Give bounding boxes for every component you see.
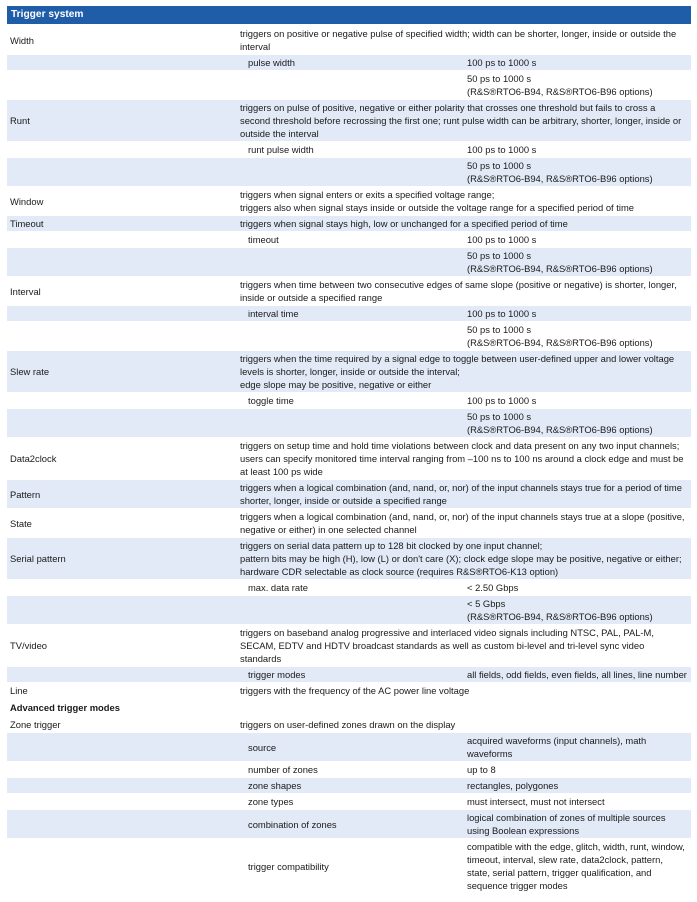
parameter-value [464, 762, 691, 777]
spec-description [237, 438, 691, 479]
value-line: 50 ps to 1000 s [467, 160, 532, 171]
spec-description [237, 26, 691, 54]
spec-label-empty [7, 839, 237, 893]
parameter-value [464, 71, 691, 99]
spec-row [7, 100, 691, 141]
parameter-name [237, 71, 464, 99]
spec-parameter-row [7, 596, 691, 624]
value-line: (R&S®RTO6-B94, R&S®RTO6-B96 options) [467, 173, 653, 184]
spec-row [7, 438, 691, 479]
description-line: triggers also when signal stays inside or outside the voltage range for a specified period of time [240, 202, 634, 213]
value-line: up to 8 [467, 764, 496, 775]
spec-row [7, 509, 691, 537]
parameter-value [464, 142, 691, 157]
spec-label-empty [7, 393, 237, 408]
parameter-name [237, 409, 464, 437]
spec-label-empty [7, 762, 237, 777]
parameter-value [464, 839, 691, 893]
spec-parameter-row [7, 794, 691, 809]
spec-description [237, 480, 691, 508]
spec-label: Pattern [7, 480, 237, 508]
spec-label: Slew rate [7, 351, 237, 392]
value-line: < 2.50 Gbps [467, 582, 519, 593]
spec-row [7, 351, 691, 392]
value-line: 100 ps to 1000 s [467, 234, 537, 245]
description-line: pattern bits may be high (H), low (L) or don't care (X); clock edge slope may be positive, negative or either; hardware CDR selectable as clock source (requires R&S®RTO6-K13 option) [240, 553, 682, 577]
spec-label-empty [7, 810, 237, 838]
spec-description [237, 187, 691, 215]
value-line: (R&S®RTO6-B94, R&S®RTO6-B96 options) [467, 337, 653, 348]
spec-parameter-row [7, 248, 691, 276]
parameter-name: zone types [248, 796, 294, 807]
parameter-name: combination of zones [237, 810, 464, 838]
spec-parameter-row [7, 55, 691, 70]
parameter-name: number of zones [248, 764, 318, 775]
spec-label: Line [10, 685, 28, 696]
parameter-name: pulse width [237, 55, 464, 70]
value-line: (R&S®RTO6-B94, R&S®RTO6-B96 options) [467, 263, 653, 274]
spec-label-empty [7, 733, 237, 761]
spec-parameter-row [7, 306, 691, 321]
spec-row [7, 216, 691, 231]
value-line: (R&S®RTO6-B94, R&S®RTO6-B96 options) [467, 611, 653, 622]
parameter-value [464, 322, 691, 350]
spec-label-empty [7, 55, 237, 70]
spec-parameter-row [7, 810, 691, 838]
value-line: < 5 Gbps [467, 598, 506, 609]
description-line: triggers when signal enters or exits a specified voltage range; [240, 189, 495, 200]
spec-row [7, 717, 691, 732]
description-line: triggers when signal stays high, low or unchanged for a specified period of time [240, 218, 568, 229]
parameter-value [464, 306, 691, 321]
spec-label-empty [7, 248, 237, 276]
value-line: 100 ps to 1000 s [467, 144, 537, 155]
spec-label-empty [7, 596, 237, 624]
spec-parameter-row [7, 762, 691, 777]
spec-description [237, 100, 691, 141]
spec-parameter-row [7, 322, 691, 350]
parameter-name: timeout [248, 234, 279, 245]
spec-label-empty [7, 580, 237, 595]
parameter-name: max. data rate [248, 582, 308, 593]
spec-parameter-row [7, 158, 691, 186]
spec-row [7, 538, 691, 579]
parameter-name: interval time [237, 306, 464, 321]
parameter-name: zone shapes [237, 778, 464, 793]
parameter-value [464, 580, 691, 595]
spec-description [237, 625, 691, 666]
value-line: 100 ps to 1000 s [467, 57, 537, 68]
spec-label-empty [7, 158, 237, 186]
description-line: triggers with the frequency of the AC power line voltage [240, 685, 470, 696]
spec-label: State [10, 517, 32, 529]
spec-label: Zone trigger [10, 719, 61, 730]
spec-parameter-row [7, 409, 691, 437]
spec-label: Width [10, 34, 34, 46]
parameter-value [464, 393, 691, 408]
value-line: rectangles, polygones [467, 780, 559, 791]
description-line: triggers when the time required by a signal edge to toggle between user-defined upper and lower voltage levels is shorter, longer, inside or outside the interval; [240, 353, 675, 377]
parameter-value [464, 409, 691, 437]
spec-parameter-row [7, 839, 691, 893]
value-line: 50 ps to 1000 s [467, 411, 532, 422]
spec-description [237, 277, 691, 305]
value-line: acquired waveforms (input channels), math waveforms [467, 735, 647, 759]
spec-label-empty [7, 71, 237, 99]
spec-label: Timeout [7, 216, 237, 231]
parameter-name: runt pulse width [248, 144, 314, 155]
spec-row [7, 625, 691, 666]
description-line: edge slope may be positive, negative or either [240, 379, 432, 390]
parameter-name: toggle time [248, 395, 294, 406]
parameter-name: trigger compatibility [248, 860, 329, 872]
parameter-name: trigger modes [237, 667, 464, 682]
spec-parameter-row [7, 667, 691, 682]
parameter-value [464, 596, 691, 624]
parameter-value [464, 794, 691, 809]
spec-description [237, 538, 691, 579]
value-line: 100 ps to 1000 s [467, 308, 537, 319]
spec-parameter-row [7, 232, 691, 247]
value-line: must intersect, must not intersect [467, 796, 605, 807]
description-line: triggers on positive or negative pulse of specified width; width can be shorter, longer, inside or outside the interval [240, 28, 677, 52]
description-line: triggers when time between two consecutive edges of same slope (positive or negative) is shorter, longer, inside or outside a specified range [240, 279, 677, 303]
spec-description [237, 509, 691, 537]
spec-label: TV/video [10, 640, 47, 651]
section-heading: Advanced trigger modes [10, 702, 120, 713]
spec-label: Interval [10, 285, 41, 297]
parameter-value [464, 158, 691, 186]
spec-label-empty [7, 306, 237, 321]
spec-parameter-row [7, 393, 691, 408]
spec-label-empty [7, 778, 237, 793]
spec-label: Runt [7, 100, 237, 141]
value-line: 50 ps to 1000 s [467, 324, 532, 335]
spec-label-empty [7, 409, 237, 437]
value-line: (R&S®RTO6-B94, R&S®RTO6-B96 options) [467, 424, 653, 435]
description-line: triggers on setup time and hold time violations between clock and data present on any two input channels; users can specify monitored time interval ranging from –100 ns to 100 ns around a clock edge and must be at least 100 ps wide [240, 440, 684, 477]
description-line: triggers on baseband analog progressive and interlaced video signals including NTSC, PAL, PAL-M, SECAM, EDTV and HDTV broadcast standards as well as custom bi-level and tri-level sync video standards [240, 627, 654, 664]
spec-description [237, 351, 691, 392]
spec-label-empty [7, 322, 237, 350]
parameter-value [464, 778, 691, 793]
spec-label: Window [10, 195, 44, 207]
spec-parameter-row [7, 778, 691, 793]
spec-parameter-row [7, 142, 691, 157]
value-line: (R&S®RTO6-B94, R&S®RTO6-B96 options) [467, 86, 653, 97]
spec-row [7, 26, 691, 54]
parameter-name [237, 322, 464, 350]
value-line: compatible with the edge, glitch, width, runt, window, timeout, interval, slew rate, data2clock, pattern, state, serial pattern, trigger qualification, and sequence trigger modes [467, 841, 685, 891]
trigger-spec-table [7, 25, 691, 894]
spec-row [7, 187, 691, 215]
spec-label: Data2clock [10, 453, 57, 464]
parameter-name [237, 248, 464, 276]
value-line: 50 ps to 1000 s [467, 250, 532, 261]
value-line: logical combination of zones of multiple sources using Boolean expressions [467, 812, 666, 836]
value-line: 50 ps to 1000 s [467, 73, 532, 84]
description-line: triggers when a logical combination (and, nand, or, nor) of the input channels stays true for a period of time shorter, longer, inside or outside a specified range [240, 482, 682, 506]
parameter-value [464, 810, 691, 838]
spec-label-empty [7, 232, 237, 247]
spec-parameter-row [7, 71, 691, 99]
value-line: 100 ps to 1000 s [467, 395, 537, 406]
spec-table-body [7, 26, 691, 893]
spec-description [237, 683, 691, 698]
parameter-value [464, 733, 691, 761]
spec-label: Serial pattern [7, 538, 237, 579]
spec-description [237, 717, 691, 732]
parameter-value [464, 248, 691, 276]
spec-parameter-row [7, 580, 691, 595]
spec-parameter-row [7, 733, 691, 761]
parameter-value [464, 667, 691, 682]
parameter-value [464, 232, 691, 247]
spec-row [7, 277, 691, 305]
spec-label-empty [7, 794, 237, 809]
parameter-name: source [237, 733, 464, 761]
spec-row [7, 480, 691, 508]
description-line: triggers on serial data pattern up to 128 bit clocked by one input channel; [240, 540, 543, 551]
description-line: triggers on pulse of positive, negative or either polarity that crosses one threshold but fails to cross a second threshold before recrossing the first one; runt pulse width can be arbitrary, shorter, longer, inside or outside the interval [240, 102, 682, 139]
description-line: triggers on user-defined zones drawn on the display [240, 719, 456, 730]
section-heading-row [7, 699, 691, 716]
description-line: triggers when a logical combination (and, nand, or, nor) of the input channels stays true at a slope (positive, negative or either) in one selected channel [240, 511, 685, 535]
spec-label-empty [7, 142, 237, 157]
section-title-bar: Trigger system [7, 6, 691, 24]
value-line: all fields, odd fields, even fields, all lines, line number [467, 669, 687, 680]
parameter-name [237, 596, 464, 624]
spec-label-empty [7, 667, 237, 682]
parameter-value [464, 55, 691, 70]
spec-description [237, 216, 691, 231]
parameter-name [237, 158, 464, 186]
spec-row [7, 683, 691, 698]
